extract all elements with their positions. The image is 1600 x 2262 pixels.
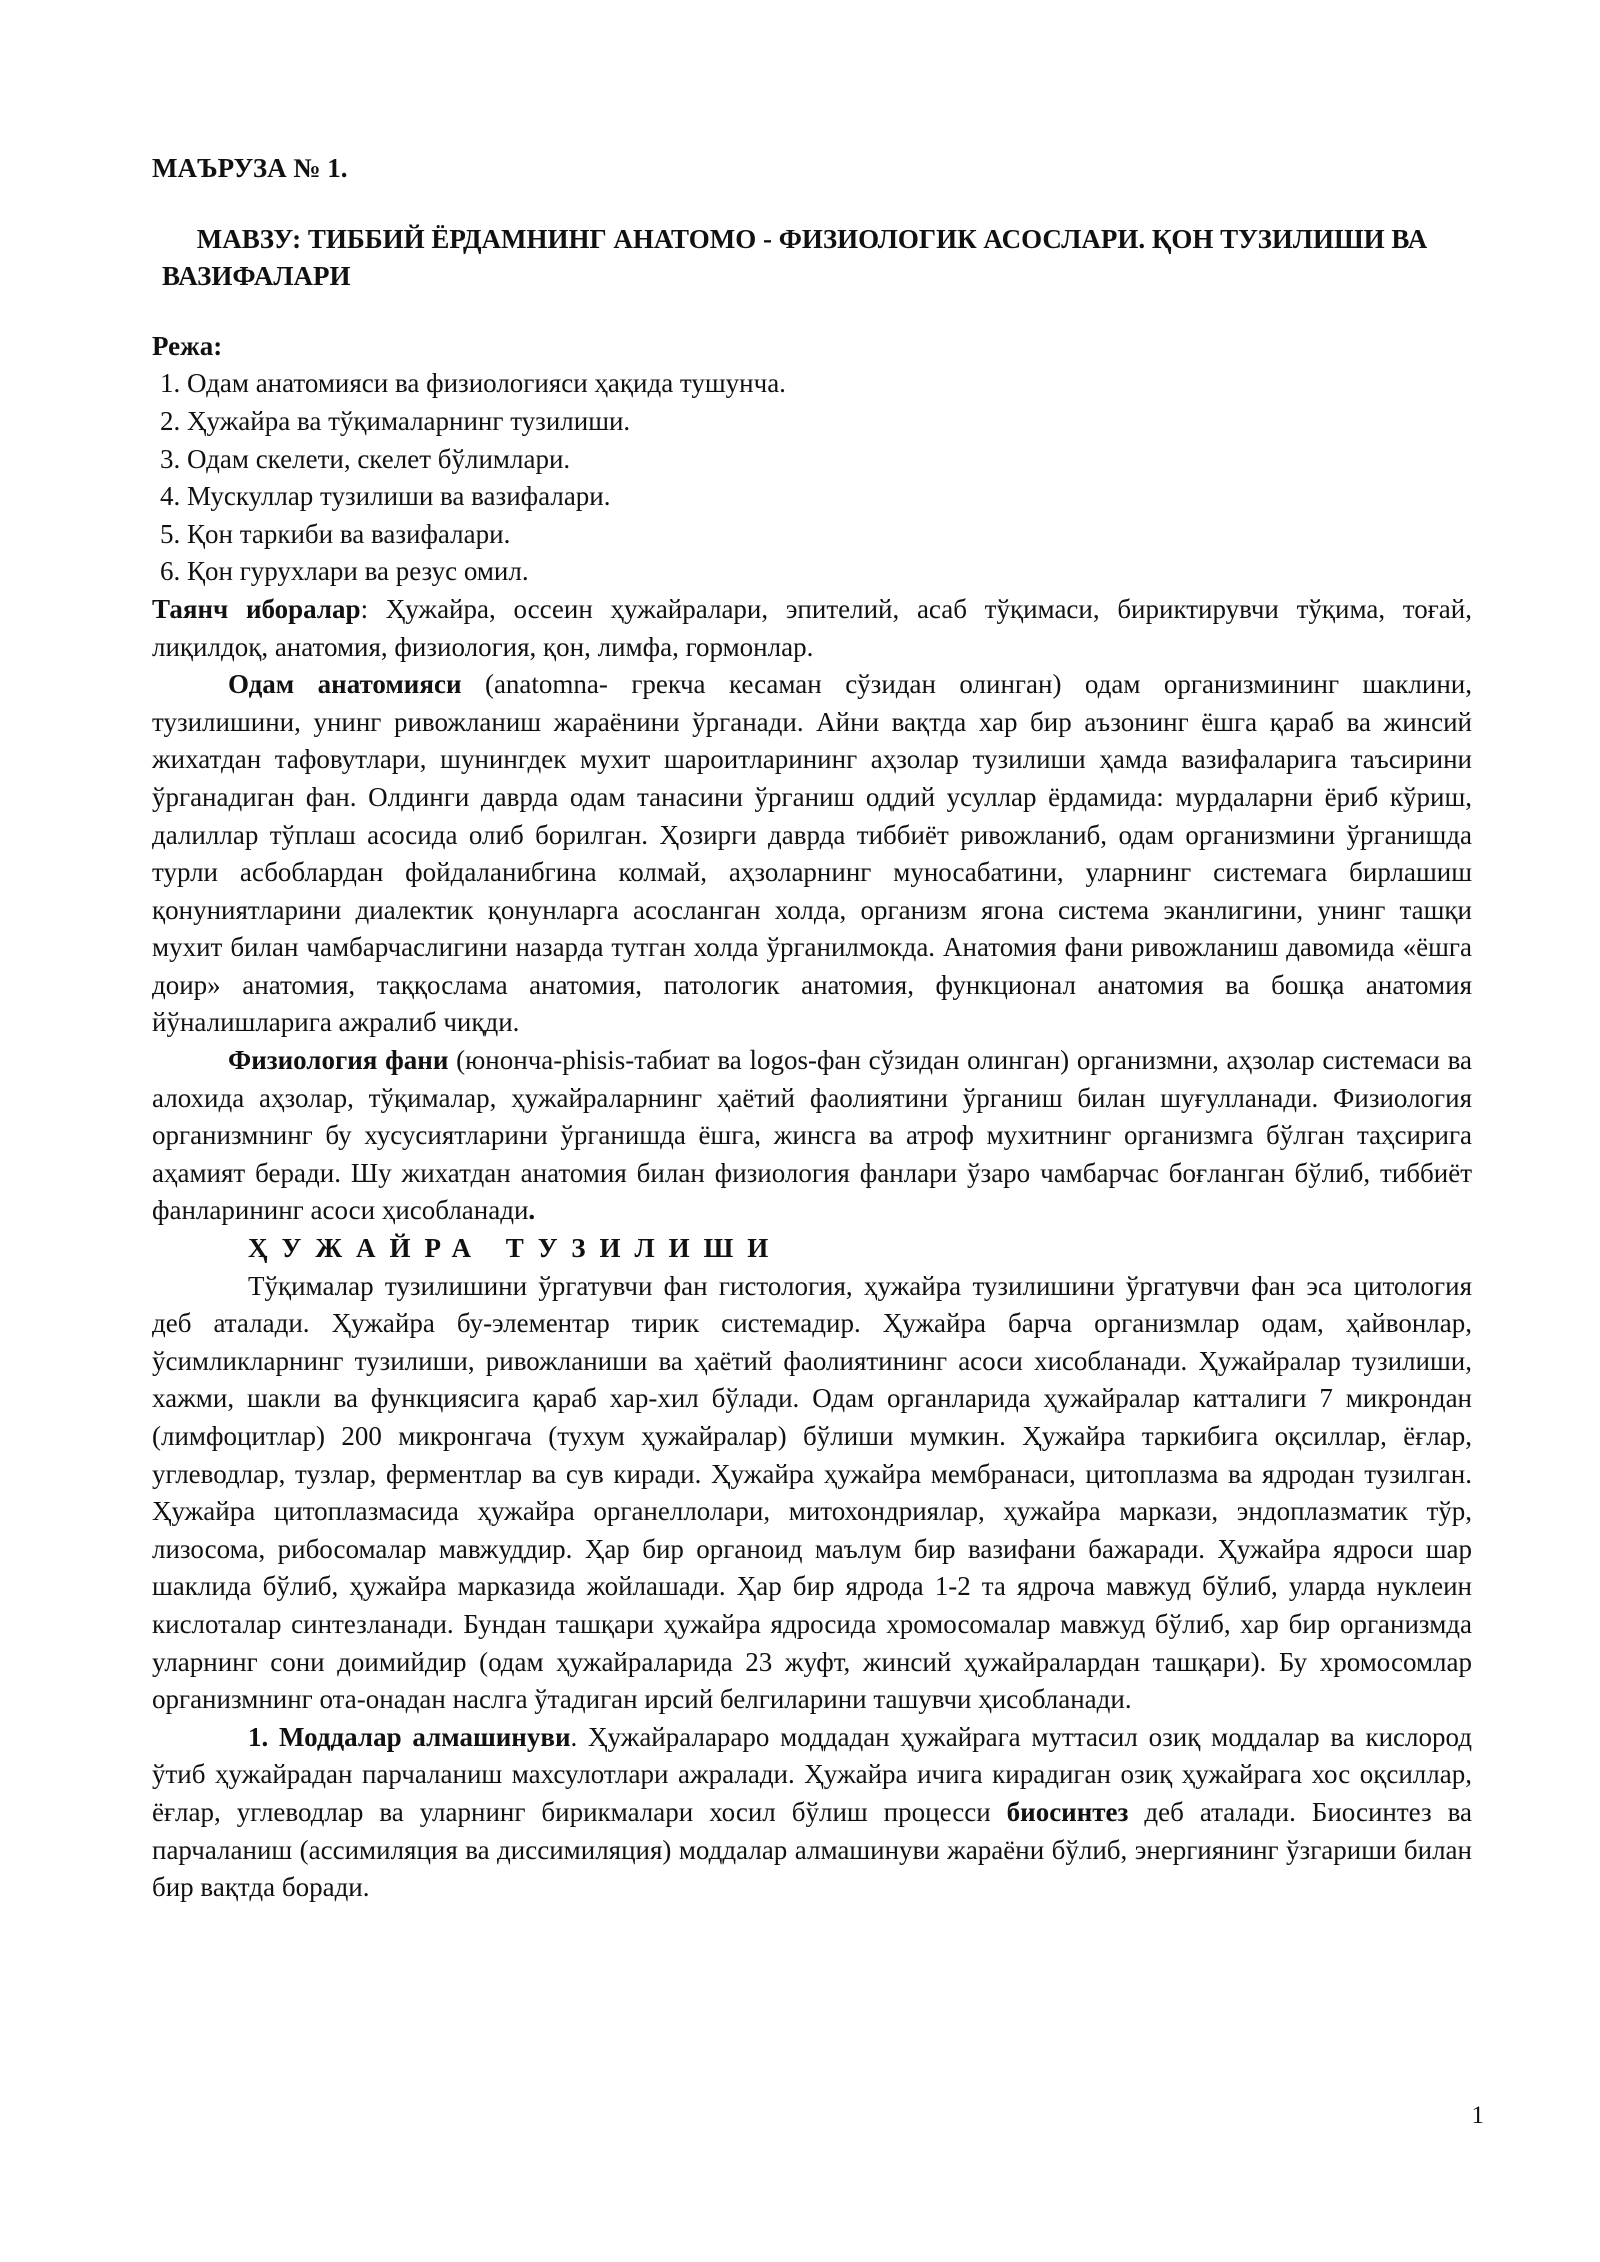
cell-paragraph: Тўқималар тузилишини ўргатувчи фан гистология, ҳужайра тузилишини ўргатувчи фан эса цитология деб аталади. Ҳужайра бу-элементар тирик системадир. Ҳужайра барча организмлар одам, ҳайвонлар, ўсимликларнинг тузилиши, ривожланиши ва ҳаётий фаолиятининг асоси хисобланади. Ҳужайралар тузилиши, хажми, шакли ва функциясига қараб хар-хил бўлади. Одам органларида ҳужайралар катталиги 7 микрондан (лимфоцитлар) 200 микронгача (тухум ҳужайралар) бўлиши мумкин. Ҳужайра таркибига оқсиллар, ёғлар, углеводлар, тузлар, ферментлар ва сув киради. Ҳужайра ҳужайра мембранаси, цитоплазма ва ядродан тузилган. Ҳужайра цитоплазмасида ҳужайра органеллолари, митохондриялар, ҳужайра маркази, эндоплазматик тўр, лизосома, рибосомалар мавжуддир. Ҳар бир органоид маълум бир вазифани бажаради. Ҳужайра ядроси шар шаклида бўлиб, ҳужайра марказида жойлашади. Ҳар бир ядрода 1-2 та ядроча мавжуд бўлиб, уларда нуклеин кислоталар синтезланади. Бундан ташқари ҳужайра ядросида хромосомалар мавжуд бўлиб, хар бир организмда уларнинг сони доимийдир (одам ҳужайраларида 23 жуфт, жинсий ҳужайралардан ташқари). Бу хромосомлар организмнинг ота-онадан наслга ўтадиган ирсий белгиларини ташувчи ҳисобланади. xyxy=(152,1270,1472,1715)
plan-item: 2. Ҳужайра ва тўқималарнинг тузилиши. xyxy=(160,405,631,436)
physiology-term: Физиология фани xyxy=(228,1045,449,1076)
anatomy-text: (anatomna- грекча кесаман сўзидан олинган) одам организмининг шаклини, тузилишини, унинг ривожланиш жараёнини ўрганади. Айни вақтда хар бир аъзонинг ёшга қараб ва жинсий жихатдан тафовутлари, шунингдек мухит шароитларининг аҳзолар тузилиши ҳамда вазифаларига таъсирини ўрганадиган фан. Олдинги даврда одам танасини ўрганиш оддий усуллар ёрдамида: мурдаларни ёриб кўриш, далиллар тўплаш асосида олиб борилган. Ҳозирги даврда тиббиёт ривожланиб, одам организмини ўрганишда турли асбоблардан фойдаланибгина колмай, аҳзоларнинг муносабатини, уларнинг системага бирлашиш қонуниятларини диалектик қонунларга асосланган холда, организм ягона система эканлигини, унинг ташқи мухит билан чамбарчаслигини назарда тутган холда ўрганилмокда. Анатомия фани ривожланиш давомида «ёшга доир» анатомия, таққослама анатомия, патологик анатомия, функционал анатомия ва бошқа анатомия йўналишларига ажралиб чиқди. xyxy=(152,669,1472,1038)
anatomy-paragraph xyxy=(152,666,1472,1042)
keywords-text: : Ҳужайра, оссеин ҳужайралари, эпителий, асаб тўқимаси, бириктирувчи тўқима, тоғай, лиқилдоқ, анатомия, физиология, қон, лимфа, гормонлар. xyxy=(152,593,1472,662)
plan-item: 6. Қон гурухлари ва резус омил. xyxy=(160,556,529,587)
physiology-text: (юнонча-phisis-табиат ва logos-фан сўзидан олинган) организмни, аҳзолар системаси ва алохида аҳзолар, тўқималар, ҳужайраларнинг ҳаётий фаолиятини ўрганиш билан шуғулланади. Физиология организмнинг бу хусусиятларини ўрганишда ёшга, жинсга ва атроф мухитнинг организмга бўлган таҳсирига аҳамият беради. Шу жихатдан анатомия билан физиология фанлари ўзаро чамбарчас боғланган бўлиб, тиббиёт фанларининг асоси ҳисобланади xyxy=(152,1045,1473,1226)
plan-item: 5. Қон таркиби ва вазифалари. xyxy=(160,518,511,549)
metabolism-paragraph xyxy=(152,1719,1472,1907)
metabolism-term: 1. Моддалар алмашинуви xyxy=(248,1721,571,1752)
physiology-paragraph xyxy=(152,1042,1472,1230)
plan-item: 3. Одам скелети, скелет бўлимлари. xyxy=(160,443,571,474)
metabolism-text-end: деб аталади. Биосинтез ва парчаланиш (ассимиляция ва диссимиляция) моддалар алмашинуви жараёни бўлиб, энергиянинг ўзгариши билан бир вақтда боради. xyxy=(152,1796,1473,1903)
keywords-label: Таянч иборалар xyxy=(152,593,361,624)
plan-heading: Режа: xyxy=(152,330,223,361)
metabolism-text: . Ҳужайралараро моддадан ҳужайрага муттасил озиқ моддалар ва кислород ўтиб ҳужайрадан парчаланиш махсулотлари ажралади. Ҳужайра ичига кирадиган озиқ ҳужайрага хос оқсиллар, ёғлар, углеводлар ва уларнинг бирикмалари хосил бўлиш процесси xyxy=(152,1721,1472,1827)
biosynthesis-term: биосинтез xyxy=(1006,1796,1129,1827)
topic-heading: МАВЗУ: ТИББИЙ ЁРДАМНИНГ АНАТОМО - ФИЗИОЛОГИК АСОСЛАРИ. ҚОН ТУЗИЛИШИ ВА ВАЗИФАЛАРИ xyxy=(162,223,1428,292)
plan-item: 4. Мускуллар тузилиши ва вазифалари. xyxy=(160,481,611,512)
anatomy-term: Одам анатомияси xyxy=(228,669,462,700)
cell-structure-heading: ҲУЖАЙРА ТУЗИЛИШИ xyxy=(248,1233,783,1264)
page-number: 1 xyxy=(1471,2102,1484,2129)
physiology-end: . xyxy=(528,1195,536,1226)
plan-item: 1. Одам анатомияси ва физиологияси ҳақида тушунча. xyxy=(160,368,786,399)
keywords-paragraph xyxy=(152,591,1472,666)
document-page xyxy=(152,150,1472,1907)
plan-list xyxy=(152,365,1472,591)
lecture-title: МАЪРУЗА № 1. xyxy=(152,153,348,183)
